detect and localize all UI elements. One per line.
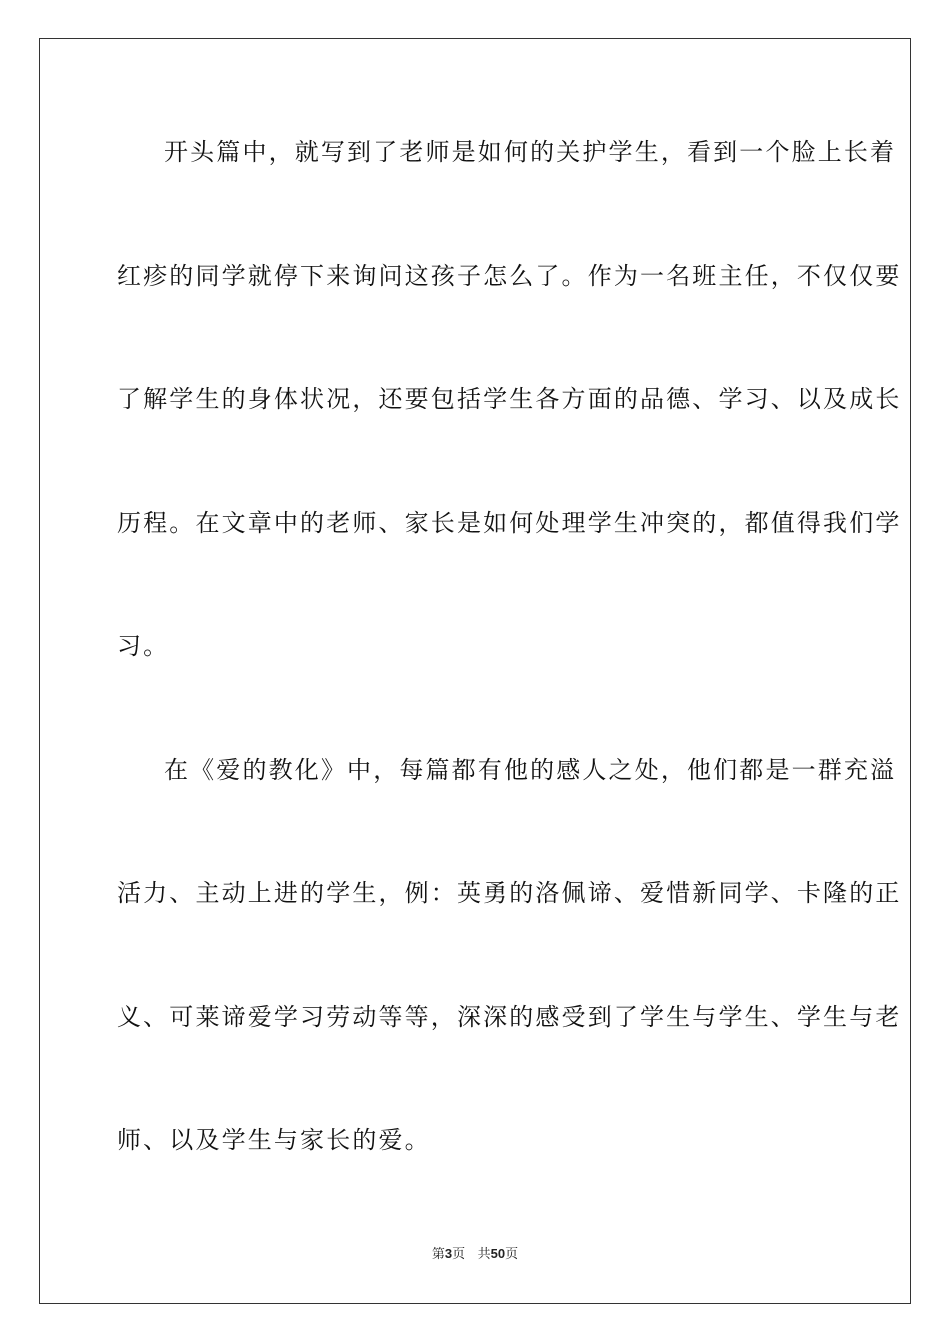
paragraph-line: 义、可莱谛爱学习劳动等等，深深的感受到了学生与学生、学生与老	[117, 1002, 902, 1031]
page-footer	[0, 1244, 950, 1265]
paragraph-line: 在《爱的教化》中，每篇都有他的感人之处，他们都是一群充溢	[164, 755, 897, 784]
paragraph-line: 开头篇中，就写到了老师是如何的关护学生，看到一个脸上长着	[164, 138, 897, 166]
paragraph-line: 习。	[117, 632, 170, 660]
paragraph-line: 了解学生的身体状况，还要包括学生各方面的品德、学习、以及成长	[117, 385, 902, 413]
paragraph-line: 活力、主动上进的学生，例：英勇的洛佩谛、爱惜新同学、卡隆的正	[117, 879, 902, 907]
document-body	[117, 126, 902, 1238]
footer-total-prefix: 共	[477, 1247, 491, 1262]
footer-page-number: 3	[444, 1246, 453, 1261]
footer-total-suffix: 页	[505, 1247, 519, 1262]
footer-total-pages: 50	[490, 1246, 506, 1261]
paragraph-line: 师、以及学生与家长的爱。	[117, 1126, 431, 1154]
paragraph-line: 历程。在文章中的老师、家长是如何处理学生冲突的，都值得我们学	[117, 508, 902, 537]
paragraph-1	[117, 126, 902, 744]
footer-page-suffix: 页	[452, 1247, 466, 1262]
paragraph-line: 红疹的同学就停下来询问这孩子怎么了。作为一名班主任，不仅仅要	[117, 261, 902, 290]
footer-page-prefix: 第	[431, 1247, 445, 1262]
paragraph-2	[117, 744, 902, 1238]
